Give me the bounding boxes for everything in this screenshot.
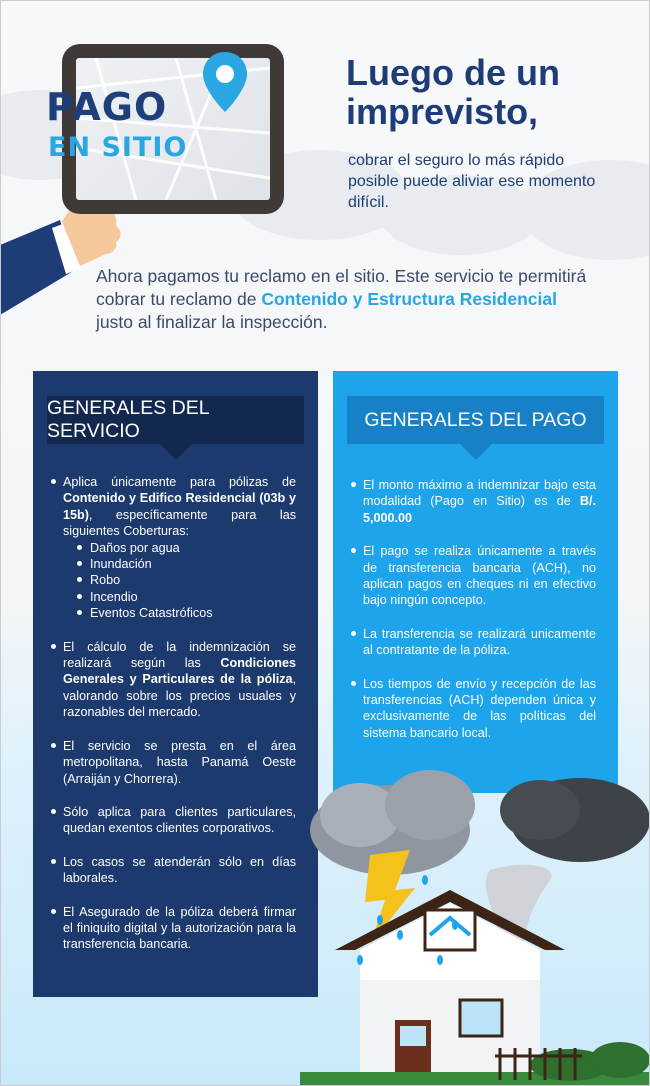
list-item: El monto máximo a indemnizar bajo esta modalidad (Pago en Sitio) es de B/. 5,000.00	[351, 477, 596, 526]
list-item: El cálculo de la indemnización se realizará según las Condiciones Generales y Particulares de la póliza, valorando sobre los precios usuales y razonables del mercado.	[51, 639, 296, 721]
servicio-panel	[33, 371, 318, 997]
coberturas-list	[77, 540, 296, 622]
intro-highlight: Contenido y Estructura Residencial	[261, 288, 557, 309]
servicio-list	[51, 474, 296, 953]
list-item: Los casos se atenderán sólo en días laborales.	[51, 854, 296, 887]
logo-pago-text: PAGO	[46, 85, 168, 129]
storm-house-illustration	[300, 760, 650, 1086]
pago-list	[351, 477, 596, 741]
list-item: Sólo aplica para clientes particulares, quedan exentos clientes corporativos.	[51, 804, 296, 837]
list-item: La transferencia se realizará unicamente al contratante de la póliza.	[351, 626, 596, 659]
list-item: Eventos Catastróficos	[77, 605, 296, 621]
page-headline: Luego de un imprevisto,	[346, 52, 560, 132]
list-item: Robo	[77, 572, 296, 588]
storm-cloud-icon	[310, 770, 650, 875]
list-item: El pago se realiza únicamente a través de transferencia bancaria (ACH), no aplican pagos en cheques ni en efectivo bajo ningún concepto.	[351, 543, 596, 609]
pago-title: GENERALES DEL PAGO	[347, 396, 604, 444]
servicio-title: GENERALES DEL SERVICIO	[47, 396, 304, 444]
page-subheadline: cobrar el seguro lo más rápido posible puede aliviar ese momento difícil.	[348, 152, 596, 211]
pago-panel	[333, 371, 618, 793]
list-item: Daños por agua	[77, 540, 296, 556]
location-pin-icon	[200, 50, 250, 114]
list-item: Inundación	[77, 556, 296, 572]
list-item: El servicio se presta en el área metropolitana, hasta Panamá Oeste (Arraiján y Chorrera).	[51, 738, 296, 787]
list-item: Incendio	[77, 589, 296, 605]
list-item: El Asegurado de la póliza deberá firmar el finiquito digital y la autorización para la transferencia bancaria.	[51, 904, 296, 953]
logo-en-sitio-text: EN SITIO	[48, 132, 188, 163]
tablet-illustration	[62, 44, 284, 214]
intro-paragraph: Ahora pagamos tu reclamo en el sitio. Este servicio te permitirá cobrar tu reclamo de Contenido y Estructura Residencial justo al finalizar la inspección.	[96, 266, 587, 332]
list-item: Aplica únicamente para pólizas de Contenido y Edifico Residencial (03b y 15b), específicamente para las siguientes Coberturas: Daños por agua Inundación Robo Incendio Eventos Catastróficos	[51, 474, 296, 622]
list-item: Los tiempos de envío y recepción de las transferencias (ACH) dependen única y exclusivamente de las políticas del sistema bancario local.	[351, 676, 596, 742]
